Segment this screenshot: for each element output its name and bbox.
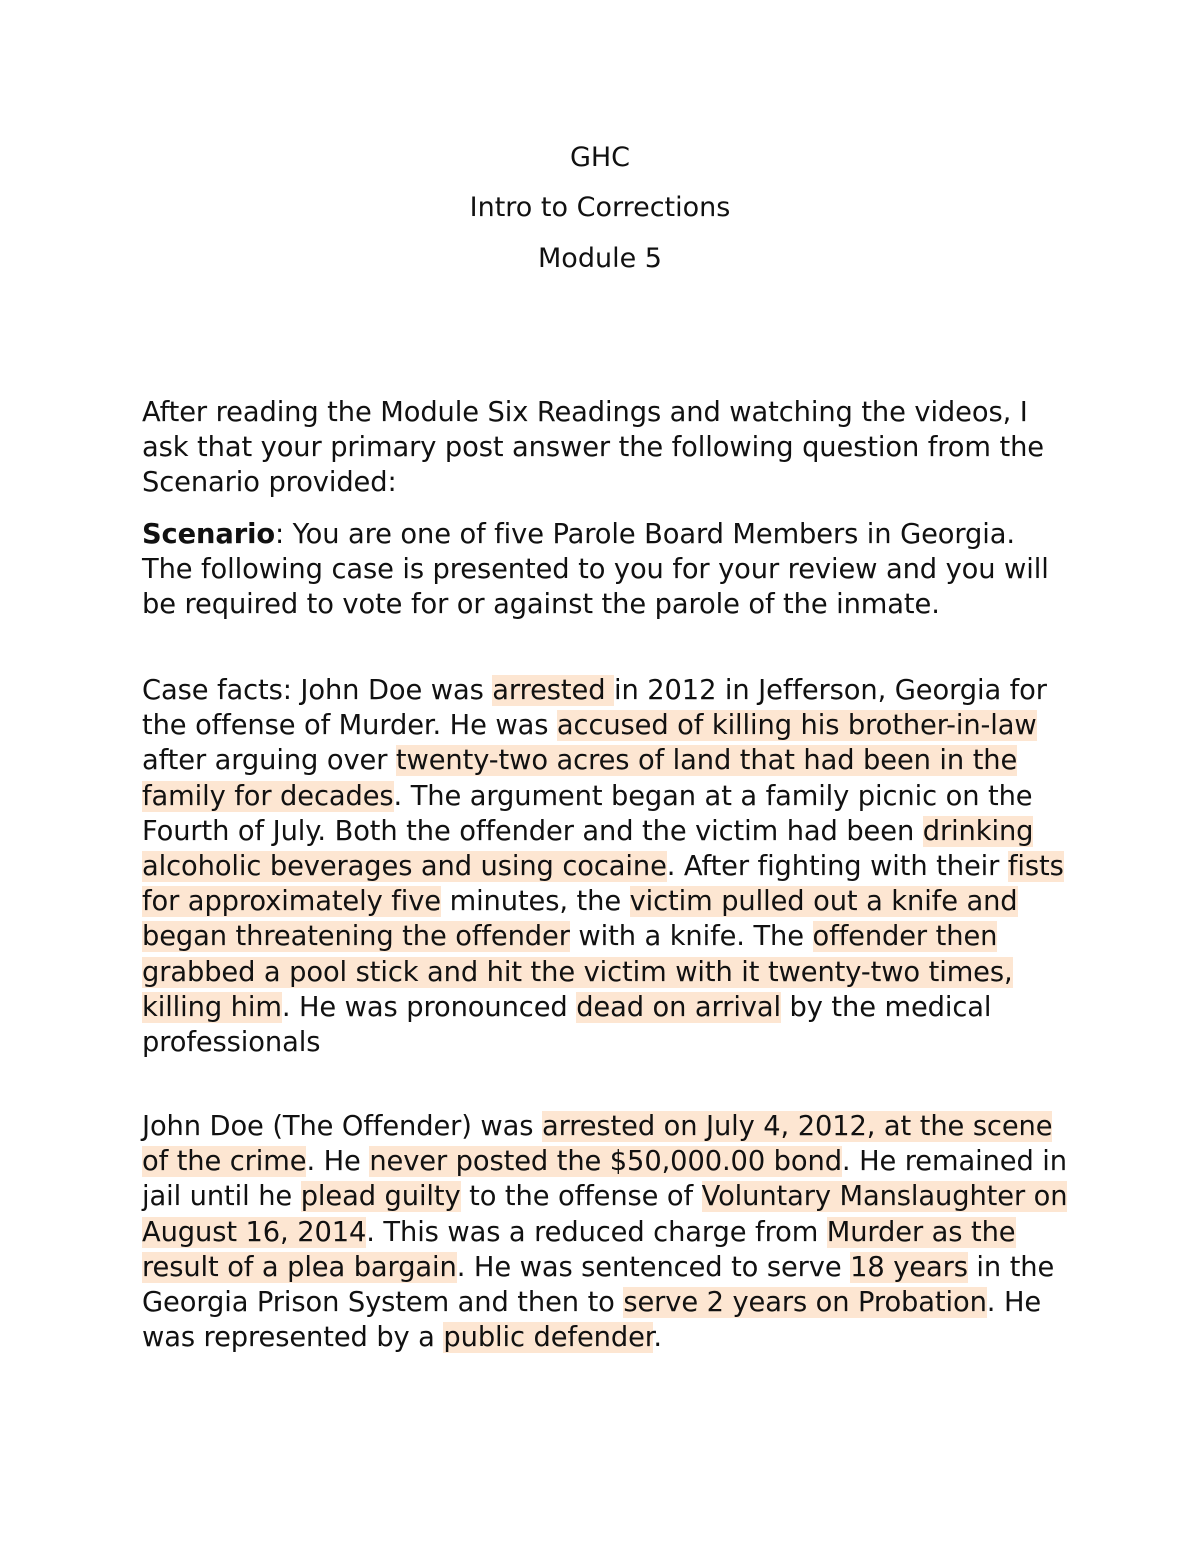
highlighted-text: 18 years (850, 1251, 968, 1283)
header-institution: GHC (569, 142, 631, 173)
highlighted-text: Voluntary Manslaughter on August 16, 2014 (142, 1181, 1068, 1248)
highlighted-text: dead on arrival (576, 991, 781, 1023)
scenario-paragraph (142, 517, 1072, 623)
text-segment: . (653, 1322, 662, 1354)
text-segment: . He remained in jail until he (142, 1146, 1067, 1213)
text-segment: . After fighting with their (666, 851, 1008, 883)
scenario-text (142, 517, 1072, 623)
case-facts-paragraph (142, 673, 1072, 1060)
highlighted-text: accused of killing his brother-in-law (556, 710, 1037, 742)
highlighted-text: drinking alcoholic beverages and using cocaine (142, 815, 1034, 883)
highlighted-text: plead guilty (300, 1181, 461, 1213)
text-segment: . He was pronounced (281, 991, 577, 1023)
offender-text (142, 1109, 1072, 1355)
scenario-body: : You are one of five Parole Board Members in Georgia. The following case is presented to you for your review and you will be required to vote for or against the parole of the inmate. (142, 519, 1049, 621)
header-course: Intro to Corrections (469, 192, 731, 223)
text-segment: Case facts: John Doe was (142, 675, 493, 706)
case-facts-text (142, 673, 1072, 1060)
highlighted-text: serve 2 years on Probation (623, 1287, 987, 1319)
highlighted-text: offender then grabbed a pool stick and hit the victim with it twenty-two times, killing him (142, 921, 1013, 1023)
text-segment: John Doe (The Offender) was (142, 1111, 542, 1142)
text-segment: . He was sentenced to serve (456, 1251, 851, 1283)
text-segment: in 2012 in Jefferson, Georgia for the offense of Murder. He was (142, 675, 1047, 742)
text-segment: minutes, the (441, 886, 630, 918)
intro-paragraph (142, 395, 1072, 501)
highlighted-text: victim pulled out a knife and began threatening the offender (142, 886, 1018, 953)
text-segment: . He (306, 1146, 370, 1178)
text-segment: with a knife. The (569, 921, 813, 953)
highlighted-text: fists for approximately five (142, 851, 1064, 918)
highlighted-text: arrested (492, 675, 615, 706)
highlighted-text: twenty-two acres of land that had been in the family for decades (142, 745, 1018, 812)
intro-text: After reading the Module Six Readings and watching the videos, I ask that your primary post answer the following question from the Scenario provided: (142, 397, 1044, 499)
offender-paragraph (142, 1109, 1072, 1355)
highlighted-text: arrested on July 4, 2012, at the scene of the crime (142, 1111, 1053, 1178)
text-segment: to the offense of (460, 1181, 702, 1213)
highlighted-text: Murder as the result of a plea bargain (142, 1216, 1016, 1283)
header-module: Module 5 (538, 243, 662, 274)
text-segment: in the Georgia Prison System and then to (142, 1251, 1055, 1319)
text-segment: . He was represented by a (142, 1287, 1042, 1354)
text-segment: . The argument began at a family picnic on the Fourth of July. Both the offender and the victim had been (142, 780, 1033, 847)
text-segment: after arguing over (142, 745, 396, 777)
scenario-label: Scenario (142, 519, 275, 550)
highlighted-text: public defender (443, 1322, 654, 1354)
highlighted-text: never posted the $50,000.00 bond (369, 1146, 842, 1178)
text-segment: . This was a reduced charge from (366, 1216, 827, 1248)
text-segment: by the medical professionals (142, 991, 992, 1059)
